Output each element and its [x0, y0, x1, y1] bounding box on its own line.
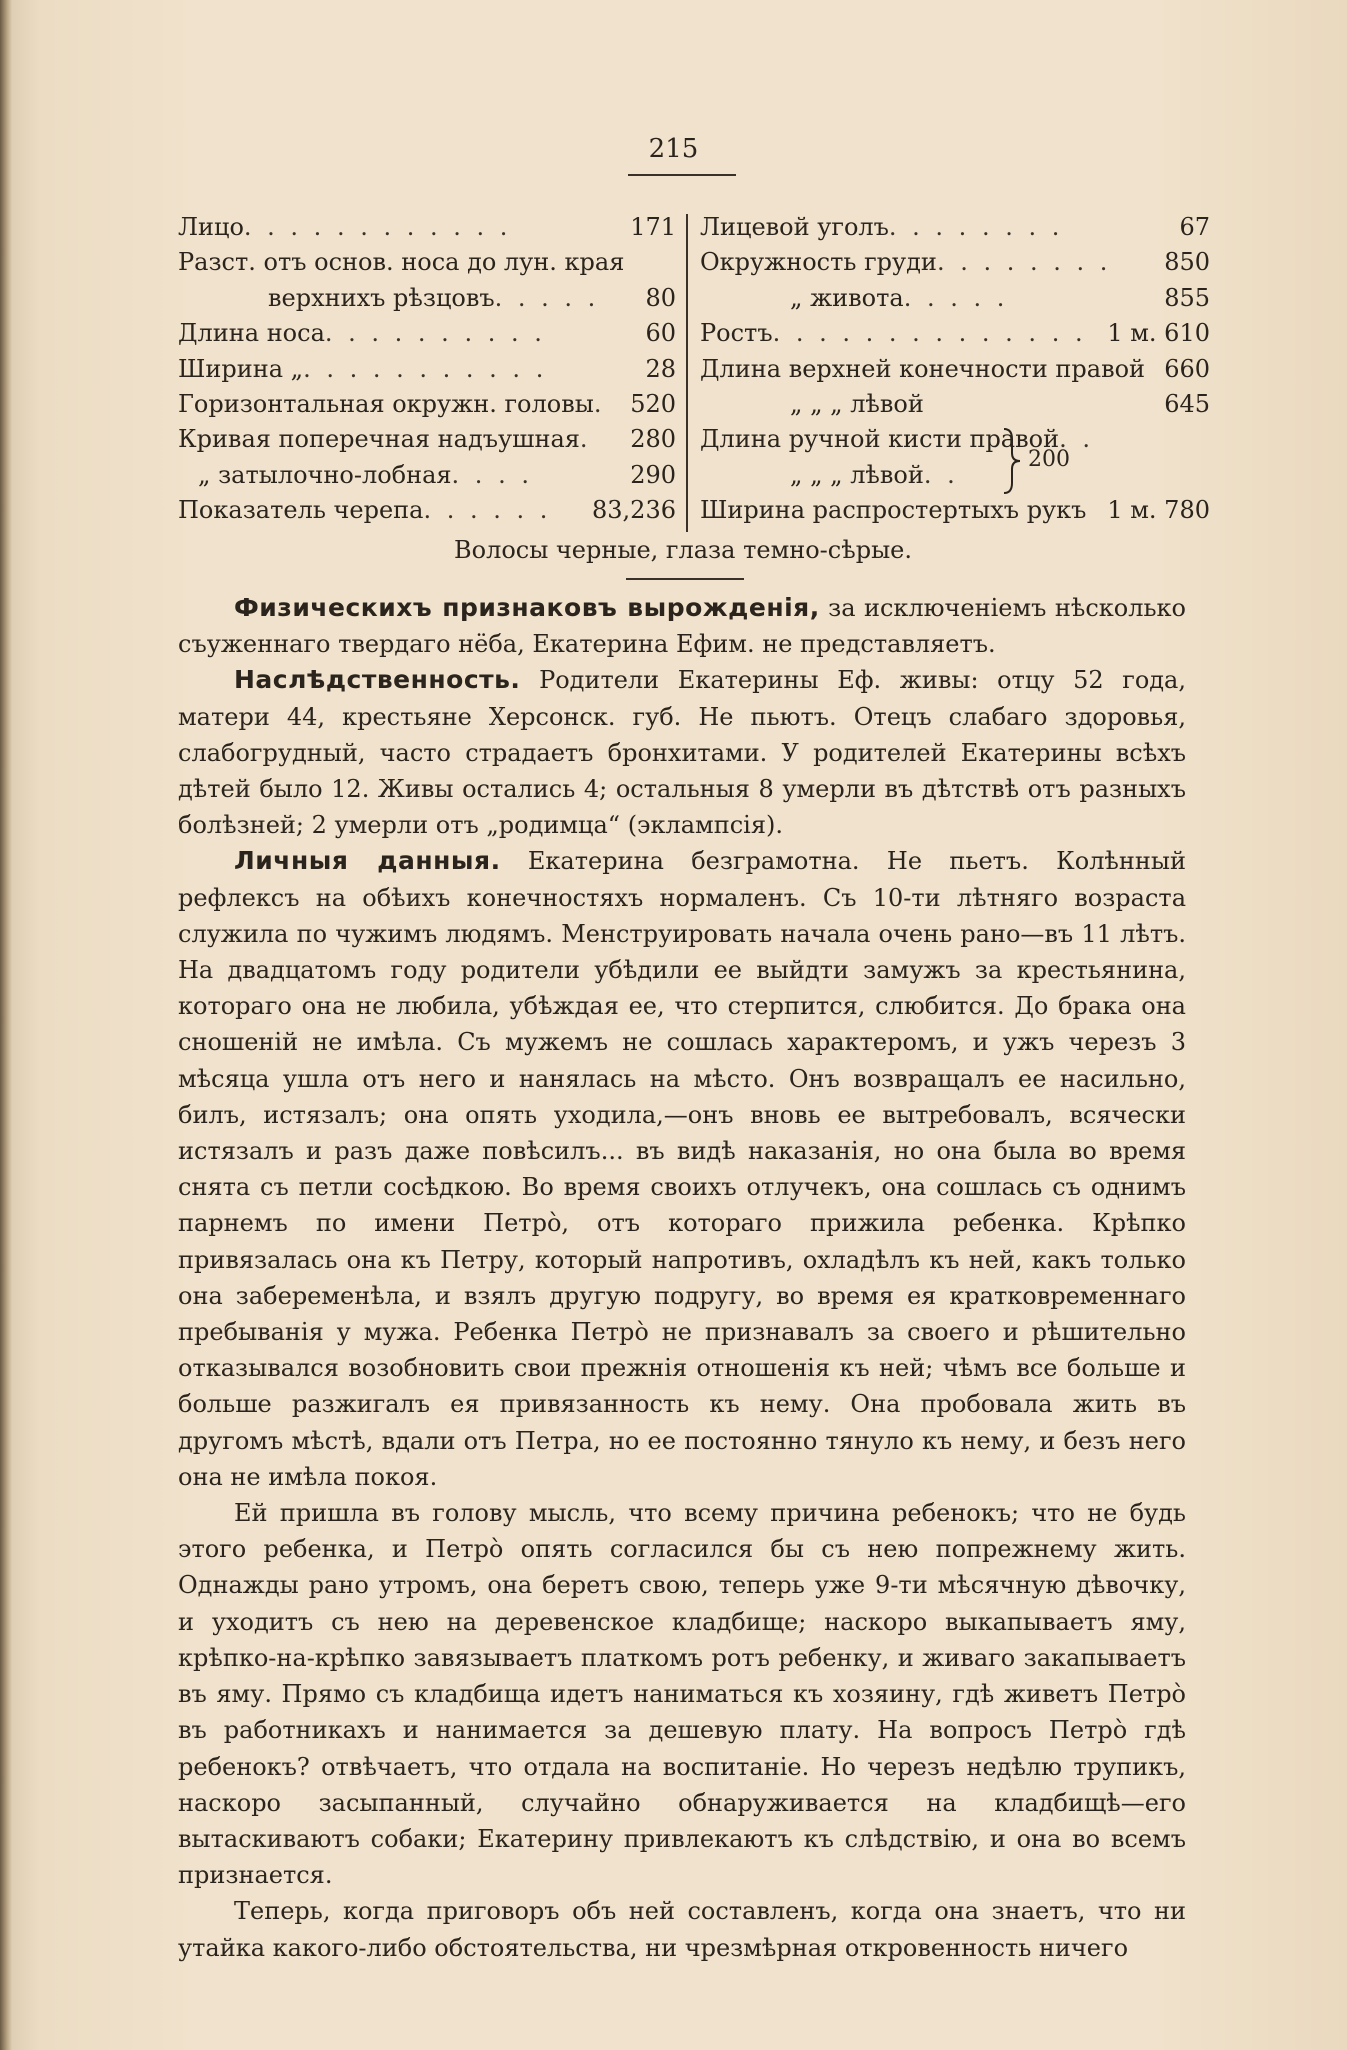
- paragraph-text: за исключеніемъ нѣсколько съуженнаго твердаго нёба, Екатерина Ефим. не представляетъ.: [178, 594, 1186, 659]
- measurements-divider: [686, 214, 688, 532]
- measure-value: 80: [645, 283, 676, 312]
- measure-value: 28: [645, 354, 676, 383]
- hair-eye-line: Волосы черные, глаза темно-сѣрые.: [453, 536, 912, 564]
- measurement-left-row: [178, 352, 676, 387]
- paragraph: [178, 590, 1186, 662]
- measurement-left-row: [178, 281, 676, 316]
- paragraph-heading: Наслѣдственность.: [234, 665, 521, 695]
- measure-leader-dots: . . . . . . . .: [936, 248, 1112, 277]
- measure-value: 1 м. 610: [1107, 319, 1210, 348]
- page-number-rule: [628, 174, 736, 176]
- measure-leader-dots: . . . .: [451, 460, 533, 489]
- measure-leader-dots: . . . . . . . . . .: [324, 319, 546, 348]
- measurement-right-row: [700, 281, 1210, 316]
- measure-value: 67: [1179, 213, 1210, 241]
- measurement-left-row: [178, 493, 676, 528]
- measure-label: верхнихъ рѣзцовъ: [268, 283, 495, 312]
- measurement-left-row: [178, 316, 676, 351]
- measure-value: 171: [630, 213, 676, 241]
- measure-label: Кривая поперечная надъушная: [178, 425, 580, 454]
- measure-label: Ширина распростертыхъ рукъ: [700, 496, 1087, 525]
- measurement-right-row: [700, 422, 1210, 457]
- measure-value: 280: [630, 425, 676, 454]
- paragraph-text: Родители Екатерины Еф. живы: отцу 52 года, матери 44, крестьяне Херсонск. губ. Не пьютъ. Отецъ слабаго здоровья, слабогрудный, часто страдаетъ бронхитами. У родителей Екатерины всѣхъ дѣтей было 12. Живы остались 4; остальныя 8 умерли въ дѣтствѣ отъ разныхъ болѣзней; 2 умерли отъ „родимца“ (эклампсія).: [178, 666, 1186, 840]
- measure-leader-dots: . . . . . .: [423, 496, 552, 525]
- section-rule: [626, 578, 744, 580]
- page-number: 215: [648, 134, 699, 164]
- measure-leader-dots: .: [579, 425, 592, 454]
- hand-brace: [998, 425, 1078, 503]
- measure-label: Длина носа: [178, 319, 325, 348]
- measure-leader-dots: . . . . . . . . . . .: [303, 354, 548, 383]
- measurement-right-row: [700, 316, 1210, 351]
- paragraph-heading: Личныя данныя.: [234, 846, 501, 876]
- measurement-right-row: [700, 493, 1210, 528]
- measure-label: Ширина „: [178, 354, 304, 383]
- book-spine-shadow: [0, 0, 12, 2050]
- paragraph: [178, 1495, 1186, 1893]
- measure-leader-dots: [624, 245, 676, 280]
- measure-leader-dots: . . . . . . . . . . . .: [243, 213, 512, 241]
- measure-leader-dots: . . . . .: [903, 283, 1009, 312]
- measurement-left-row: [178, 422, 676, 457]
- measure-value: 60: [645, 319, 676, 348]
- measurement-left-row: [178, 210, 676, 245]
- measurement-right-row: [700, 458, 1210, 493]
- measure-label: Лицевой уголъ: [700, 213, 889, 241]
- measurements-left-column: [178, 210, 676, 529]
- paragraph: [178, 1893, 1186, 1965]
- measure-label: Горизонтальная окружн. головы: [178, 389, 594, 418]
- measurement-left-row: [178, 245, 676, 280]
- measure-label: „ затылочно-лобная: [198, 460, 452, 489]
- body-text: [178, 590, 1186, 1966]
- measure-label: Разст. отъ основ. носа до лун. края: [178, 248, 625, 277]
- measure-label: „ живота: [790, 283, 904, 312]
- paragraph-heading: Физическихъ признаковъ вырожденія,: [234, 593, 820, 622]
- measure-value: 645: [1164, 389, 1210, 418]
- measure-label: Лицо: [178, 213, 244, 241]
- measure-leader-dots: . . . . .: [494, 283, 600, 312]
- measurement-right-row: [700, 245, 1210, 280]
- measurement-right-row: [700, 387, 1210, 422]
- measure-value: 850: [1164, 248, 1210, 277]
- measure-leader-dots: .: [593, 389, 606, 418]
- hand-brace-value: 200: [1028, 447, 1070, 472]
- measure-value: 520: [630, 389, 676, 418]
- measure-label: Показатель черепа: [178, 496, 424, 525]
- measurement-left-row: [178, 458, 676, 493]
- measure-label: Окружность груди: [700, 248, 937, 277]
- measure-leader-dots: . . . . . . . .: [888, 213, 1064, 241]
- measure-value: 855: [1164, 283, 1210, 312]
- measure-value: 1 м. 780: [1107, 496, 1210, 525]
- measure-value: 83,236: [592, 496, 676, 525]
- paragraph-text: Ей пришла въ голову мысль, что всему причина ребенокъ; что не будь этого ребенка, и Петрò опять согласился бы съ нею попрежнему жить. Однажды рано утромъ, она беретъ свою, теперь уже 9-ти мѣсячную дѣвочку, и уходитъ съ нею на деревенское кладбище; наскоро выкапываетъ яму, крѣпко-на-крѣпко завязываетъ платкомъ ротъ ребенку, и живаго закапываетъ въ яму. Прямо съ кладбища идетъ наниматься къ хозяину, гдѣ живетъ Петрò въ работникахъ и нанимается за дешевую плату. На вопросъ Петрò гдѣ ребенокъ? отвѣчаетъ, что отдала на воспитаніе. Но черезъ недѣлю трупикъ, наскоро засыпанный, случайно обнаруживается на кладбищѣ—его вытаскиваютъ собаки; Екатерину привлекаютъ къ слѣдствію, и она во всемъ признается.: [178, 1499, 1186, 1890]
- measure-leader-dots: [1086, 493, 1107, 528]
- measure-leader-dots: . .: [1059, 425, 1094, 454]
- measure-label: Длина верхней конечности правой: [700, 354, 1146, 383]
- measurement-right-row: [700, 210, 1210, 245]
- paragraph-text: Екатерина безграмотна. Не пьетъ. Колѣнный рефлексъ на обѣихъ конечностяхъ нормаленъ. Съ 10-ти лѣтняго возраста служила по чужимъ людямъ. Менструировать начала очень рано—въ 11 лѣтъ. На двадцатомъ году родители убѣдили ее выйдти замужъ за крестьянина, котораго она не любила, убѣждая ее, что стерпится, слюбится. До брака она сношеній не имѣла. Съ мужемъ не сошлась характеромъ, и ужъ черезъ 3 мѣсяца ушла отъ него и нанялась на мѣсто. Онъ возвращалъ ее насильно, билъ, истязалъ; она опять уходила,—онъ вновь ее вытребовалъ, всячески истязалъ и разъ даже повѣсилъ... въ видѣ наказанія, но она была во время снята съ петли сосѣдкою. Во время своихъ отлучекъ, она сошлась съ однимъ парнемъ по имени Петрò, отъ котораго прижила ребенка. Крѣпко привязалась она къ Петру, который напротивъ, охладѣлъ къ ней, какъ только она забеременѣла, и взялъ другую подругу, во время ея кратковременнаго пребыванія у мужа. Ребенка Петрò не признавалъ за своего и рѣшительно отказывался возобновить свои прежнія отношенія къ ней; чѣмъ все больше и больше разжигалъ ея привязанность къ нему. Она пробовала жить въ другомъ мѣстѣ, вдали отъ Петра, но ее постоянно тянуло къ нему, и безъ него она не имѣла покоя.: [178, 847, 1186, 1491]
- measure-leader-dots: [924, 387, 1164, 422]
- measure-label: „ „ „ лѣвой: [790, 460, 924, 489]
- measure-label: Ростъ: [700, 319, 773, 348]
- measure-leader-dots: [1145, 352, 1164, 387]
- paragraph: [178, 843, 1186, 1495]
- measurement-left-row: [178, 387, 676, 422]
- measure-leader-dots: . .: [923, 460, 959, 489]
- measurements-right-column: [700, 210, 1210, 529]
- measure-label: „ „ „ лѣвой: [790, 389, 924, 418]
- measure-value: 290: [630, 460, 676, 489]
- paragraph-text: Теперь, когда приговоръ объ ней составленъ, когда она знаетъ, что ни утайка какого-либо обстоятельства, ни чрезмѣрная откровенность ничего: [178, 1897, 1186, 1962]
- measure-leader-dots: . . . . . . . . . . . . . .: [772, 319, 1087, 348]
- measure-value: 660: [1164, 354, 1210, 383]
- measure-label: Длина ручной кисти правой: [700, 425, 1060, 454]
- paragraph: [178, 662, 1186, 843]
- measurement-right-row: [700, 352, 1210, 387]
